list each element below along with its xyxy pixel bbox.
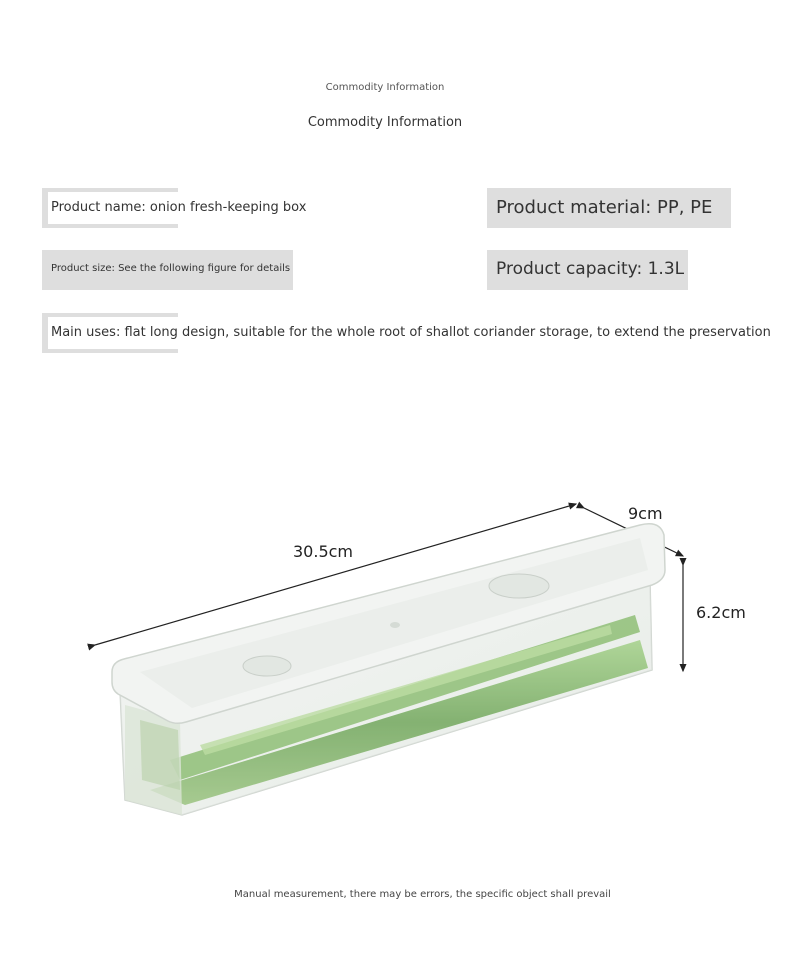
measurement-note: Manual measurement, there may be errors, the specific object shall prevail (234, 889, 611, 900)
lid-vent-right (489, 574, 549, 598)
product-material-text: Product material: PP, PE (496, 197, 713, 218)
section-subtitle: Commodity Information (325, 82, 445, 93)
product-material-box (487, 188, 731, 228)
lid-vent-left (243, 656, 291, 676)
product-size-box (42, 250, 293, 290)
width-label: 9cm (628, 504, 663, 523)
height-label: 6.2cm (696, 603, 746, 622)
length-label: 30.5cm (293, 542, 354, 561)
section-title: Commodity Information (307, 115, 463, 130)
product-size-text: Product size: See the following figure for details (51, 263, 291, 274)
product-name-text: Product name: onion fresh-keeping box (51, 200, 307, 215)
product-capacity-box (487, 250, 688, 290)
main-uses-text: Main uses: flat long design, suitable for the whole root of shallot coriander storage, to extend the preservation (51, 325, 771, 340)
product-dimension-diagram (0, 490, 790, 830)
product-capacity-text: Product capacity: 1.3L (496, 259, 685, 279)
